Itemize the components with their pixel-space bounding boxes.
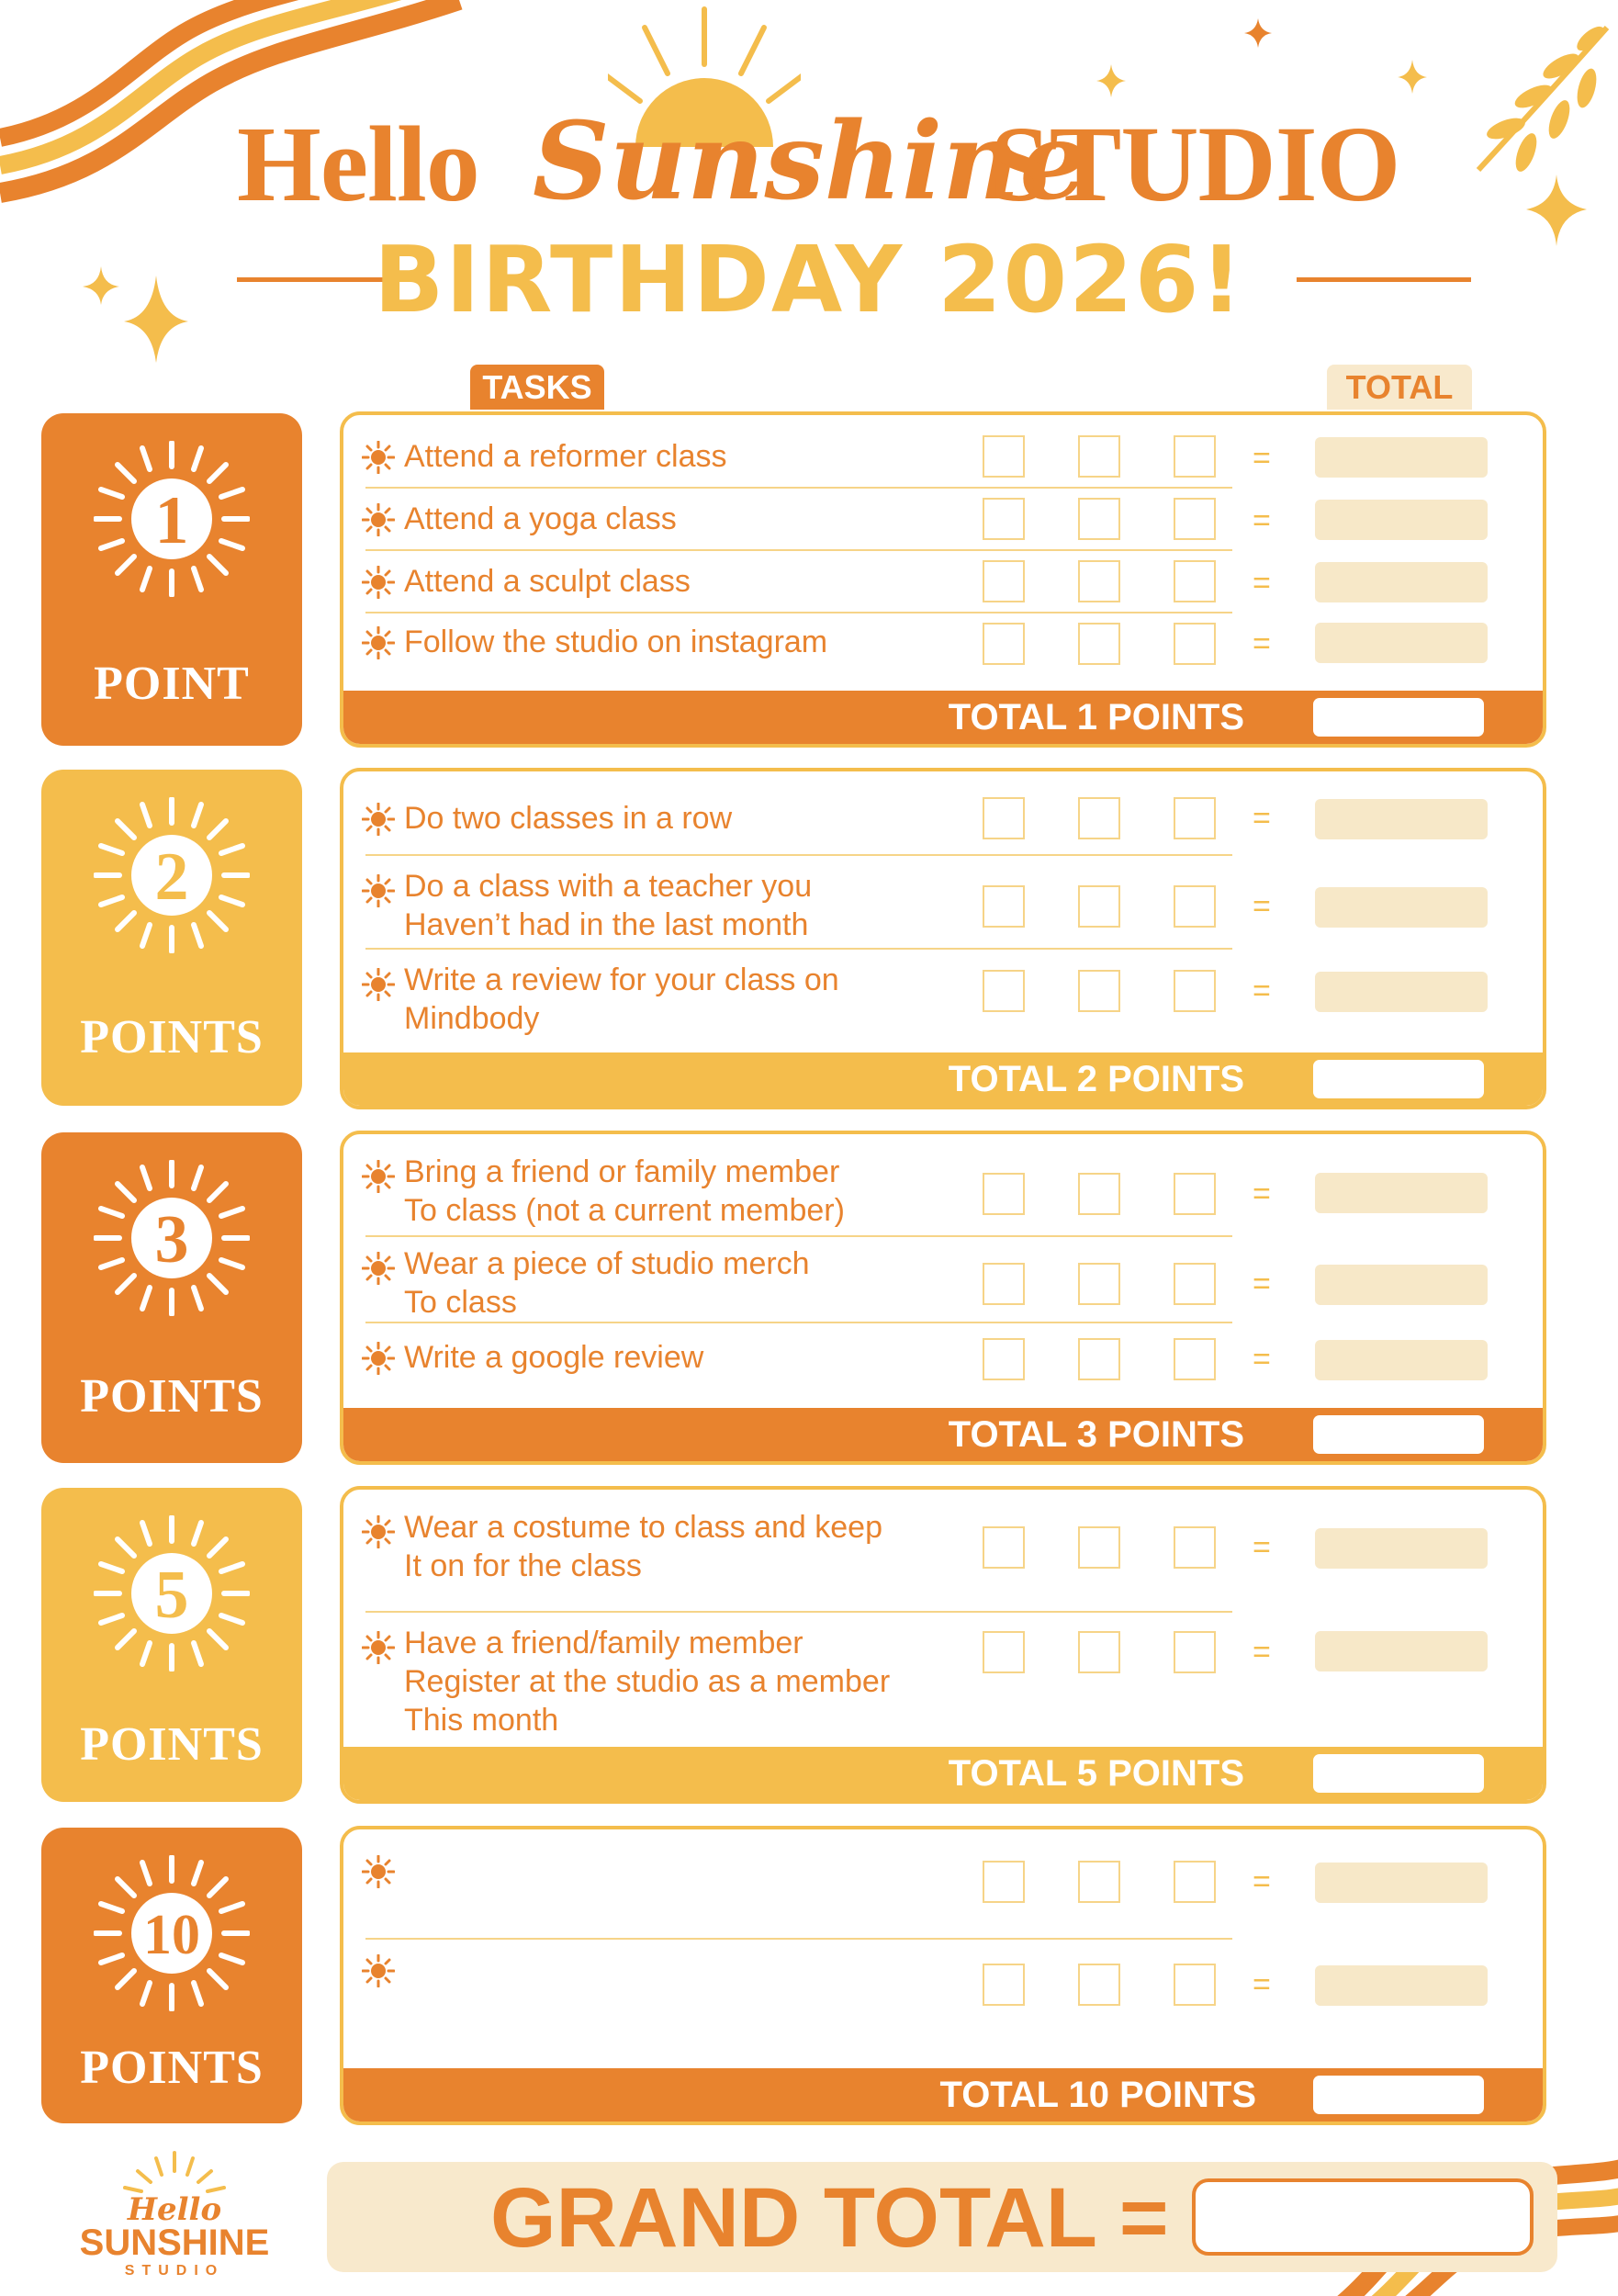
- equals-sign: =: [1253, 1342, 1271, 1377]
- equals-sign: =: [1253, 503, 1271, 538]
- checkbox[interactable]: [983, 1526, 1025, 1569]
- task-text: Have a friend/family member Register at the studio as a member This month: [404, 1626, 891, 1738]
- task-text: Do two classes in a row: [404, 801, 733, 836]
- task-text: Attend a yoga class: [404, 501, 677, 536]
- points-number: 10: [143, 1904, 200, 1966]
- section-total-label: TOTAL 10 POINTS: [939, 2075, 1256, 2115]
- section-total-bar: [343, 1052, 1543, 1106]
- grand-total-label: GRAND TOTAL =: [490, 2171, 1169, 2265]
- table-row: [343, 426, 1543, 487]
- task-panel: [340, 1486, 1546, 1804]
- row-total-field[interactable]: [1315, 1265, 1488, 1305]
- points-badge: [41, 1828, 302, 2123]
- table-row: [343, 1143, 1543, 1235]
- points-badge: [41, 1132, 302, 1463]
- section-total-bar: [343, 1408, 1543, 1461]
- equals-sign: =: [1253, 1635, 1271, 1670]
- checkbox[interactable]: [1174, 1861, 1216, 1903]
- section-total-field[interactable]: [1313, 698, 1484, 737]
- row-total-field[interactable]: [1315, 1631, 1488, 1671]
- section-total-bar: [343, 1747, 1543, 1800]
- row-total-field[interactable]: [1315, 799, 1488, 839]
- row-total-field[interactable]: [1315, 1965, 1488, 2006]
- checkbox[interactable]: [1078, 797, 1120, 839]
- checkbox[interactable]: [983, 1861, 1025, 1903]
- grand-total-field[interactable]: [1192, 2178, 1534, 2256]
- points-unit: POINTS: [80, 2042, 264, 2094]
- equals-sign: =: [1253, 566, 1271, 601]
- equals-sign: =: [1253, 626, 1271, 661]
- sun-bullet-icon: [362, 1515, 395, 1548]
- task-text: Write a review for your class on Mindbody: [404, 962, 839, 1036]
- checkbox[interactable]: [1174, 623, 1216, 665]
- grand-total-bar: [327, 2162, 1557, 2272]
- task-text: Do a class with a teacher you Haven’t had in the last month: [404, 869, 813, 942]
- checkbox[interactable]: [983, 1263, 1025, 1305]
- checkbox[interactable]: [1174, 1526, 1216, 1569]
- sun-bullet-icon: [362, 566, 395, 599]
- table-row: [343, 551, 1543, 612]
- table-row: [343, 489, 1543, 549]
- checkbox[interactable]: [983, 623, 1025, 665]
- title-studio: STUDIO: [990, 104, 1400, 224]
- section-total-bar: [343, 2068, 1543, 2122]
- checkbox[interactable]: [1174, 797, 1216, 839]
- page-title: [0, 92, 1618, 224]
- total-column-header: TOTAL: [1327, 365, 1472, 410]
- checkbox[interactable]: [1174, 498, 1216, 540]
- checkbox[interactable]: [1078, 1861, 1120, 1903]
- table-row: [343, 613, 1543, 674]
- row-total-field[interactable]: [1315, 1863, 1488, 1903]
- points-unit: POINTS: [80, 1370, 264, 1423]
- row-total-field[interactable]: [1315, 500, 1488, 540]
- row-total-field[interactable]: [1315, 1340, 1488, 1380]
- checkbox[interactable]: [1078, 560, 1120, 602]
- task-text: Write a google review: [404, 1340, 704, 1375]
- section-total-label: TOTAL 3 POINTS: [948, 1414, 1244, 1455]
- checkbox[interactable]: [1174, 1338, 1216, 1380]
- points-number: 2: [154, 839, 189, 915]
- checkbox[interactable]: [983, 1338, 1025, 1380]
- row-total-field[interactable]: [1315, 437, 1488, 478]
- table-row: [343, 1499, 1543, 1591]
- sun-bullet-icon: [362, 503, 395, 536]
- task-panel: [340, 768, 1546, 1109]
- checkbox[interactable]: [1174, 1964, 1216, 2006]
- points-number: 5: [154, 1558, 189, 1633]
- sun-bullet-icon: [362, 1160, 395, 1193]
- checkbox[interactable]: [983, 435, 1025, 478]
- checkbox[interactable]: [983, 560, 1025, 602]
- task-text: Wear a costume to class and keep It on for the class: [404, 1510, 882, 1583]
- checkbox[interactable]: [1174, 1263, 1216, 1305]
- sun-bullet-icon: [362, 1631, 395, 1664]
- logo-sun-icon: [119, 2149, 230, 2195]
- points-unit: POINTS: [80, 1011, 264, 1064]
- logo-hello: Hello: [127, 2191, 222, 2228]
- checkbox[interactable]: [983, 970, 1025, 1012]
- title-sunshine: Sunshine: [533, 99, 1088, 224]
- checkbox[interactable]: [1078, 435, 1120, 478]
- points-number: 3: [154, 1202, 189, 1277]
- table-row: [343, 1237, 1543, 1323]
- sun-bullet-icon: [362, 968, 395, 1001]
- checkbox[interactable]: [1078, 1964, 1120, 2006]
- checkbox[interactable]: [1078, 970, 1120, 1012]
- equals-sign: =: [1253, 974, 1271, 1008]
- table-row: [343, 1613, 1543, 1741]
- title-hello: Hello: [237, 104, 479, 224]
- checkbox[interactable]: [1174, 1631, 1216, 1673]
- task-panel: [340, 1826, 1546, 2125]
- section-total-field[interactable]: [1313, 1754, 1484, 1793]
- tasks-column-header: TASKS: [470, 365, 604, 410]
- points-badge: [41, 413, 302, 746]
- points-number: 1: [154, 483, 189, 558]
- section-total-label: TOTAL 2 POINTS: [948, 1059, 1244, 1099]
- section-total-field[interactable]: [1313, 2076, 1484, 2114]
- table-row: [343, 784, 1543, 861]
- row-total-field[interactable]: [1315, 1173, 1488, 1213]
- checkbox[interactable]: [1078, 623, 1120, 665]
- logo-sunshine: SUNSHINE: [79, 2223, 270, 2263]
- checkbox[interactable]: [1174, 1173, 1216, 1215]
- checkbox[interactable]: [983, 797, 1025, 839]
- equals-sign: =: [1253, 1266, 1271, 1301]
- checkbox[interactable]: [983, 1964, 1025, 2006]
- equals-sign: =: [1253, 889, 1271, 924]
- checkbox[interactable]: [1078, 1263, 1120, 1305]
- checkbox[interactable]: [983, 1631, 1025, 1673]
- equals-sign: =: [1253, 801, 1271, 836]
- sun-bullet-icon: [362, 441, 395, 474]
- section-total-label: TOTAL 1 POINTS: [948, 697, 1244, 737]
- row-total-field[interactable]: [1315, 972, 1488, 1012]
- equals-sign: =: [1253, 1176, 1271, 1211]
- equals-sign: =: [1253, 1864, 1271, 1899]
- points-unit: POINTS: [80, 1718, 264, 1771]
- section-total-label: TOTAL 5 POINTS: [948, 1753, 1244, 1794]
- sun-bullet-icon: [362, 1252, 395, 1285]
- table-row: [343, 950, 1543, 1041]
- row-total-field[interactable]: [1315, 887, 1488, 928]
- checkbox[interactable]: [1078, 1338, 1120, 1380]
- points-badge: [41, 770, 302, 1106]
- checkbox[interactable]: [1078, 1631, 1120, 1673]
- checkbox[interactable]: [1078, 1526, 1120, 1569]
- sun-bullet-icon: [362, 626, 395, 659]
- task-text: Bring a friend or family member To class (not a current member): [404, 1154, 845, 1228]
- checkbox[interactable]: [983, 498, 1025, 540]
- table-row: [343, 1940, 1543, 2041]
- table-row: [343, 1839, 1543, 1938]
- sun-bullet-icon: [362, 874, 395, 907]
- row-total-field[interactable]: [1315, 623, 1488, 663]
- task-panel: [340, 1131, 1546, 1465]
- points-badge: [41, 1488, 302, 1802]
- checkbox[interactable]: [1078, 498, 1120, 540]
- sun-bullet-icon: [362, 803, 395, 836]
- equals-sign: =: [1253, 1530, 1271, 1565]
- sun-bullet-icon: [362, 1342, 395, 1375]
- checkbox[interactable]: [1174, 560, 1216, 602]
- section-total-field[interactable]: [1313, 1060, 1484, 1098]
- task-panel: [340, 411, 1546, 748]
- checkbox[interactable]: [983, 885, 1025, 928]
- row-total-field[interactable]: [1315, 562, 1488, 602]
- checkbox[interactable]: [1174, 435, 1216, 478]
- checkbox[interactable]: [1078, 1173, 1120, 1215]
- page-subtitle: BIRTHDAY 2026!: [374, 226, 1244, 333]
- task-text: Attend a reformer class: [404, 439, 727, 474]
- section-total-field[interactable]: [1313, 1415, 1484, 1454]
- checkbox[interactable]: [983, 1173, 1025, 1215]
- table-row: [343, 1323, 1543, 1397]
- equals-sign: =: [1253, 1967, 1271, 2002]
- task-text: Wear a piece of studio merch To class: [404, 1246, 810, 1320]
- table-row: [343, 856, 1543, 951]
- row-total-field[interactable]: [1315, 1528, 1488, 1569]
- task-text: Attend a sculpt class: [404, 564, 691, 599]
- checkbox[interactable]: [1174, 885, 1216, 928]
- sun-bullet-icon: [362, 1855, 395, 1888]
- checkbox[interactable]: [1174, 970, 1216, 1012]
- logo-studio: STUDIO: [124, 2263, 225, 2279]
- checkbox[interactable]: [1078, 885, 1120, 928]
- task-text: Follow the studio on instagram: [404, 625, 828, 659]
- equals-sign: =: [1253, 441, 1271, 476]
- section-total-bar: [343, 691, 1543, 744]
- points-unit: POINT: [94, 658, 250, 710]
- sun-bullet-icon: [362, 1954, 395, 1987]
